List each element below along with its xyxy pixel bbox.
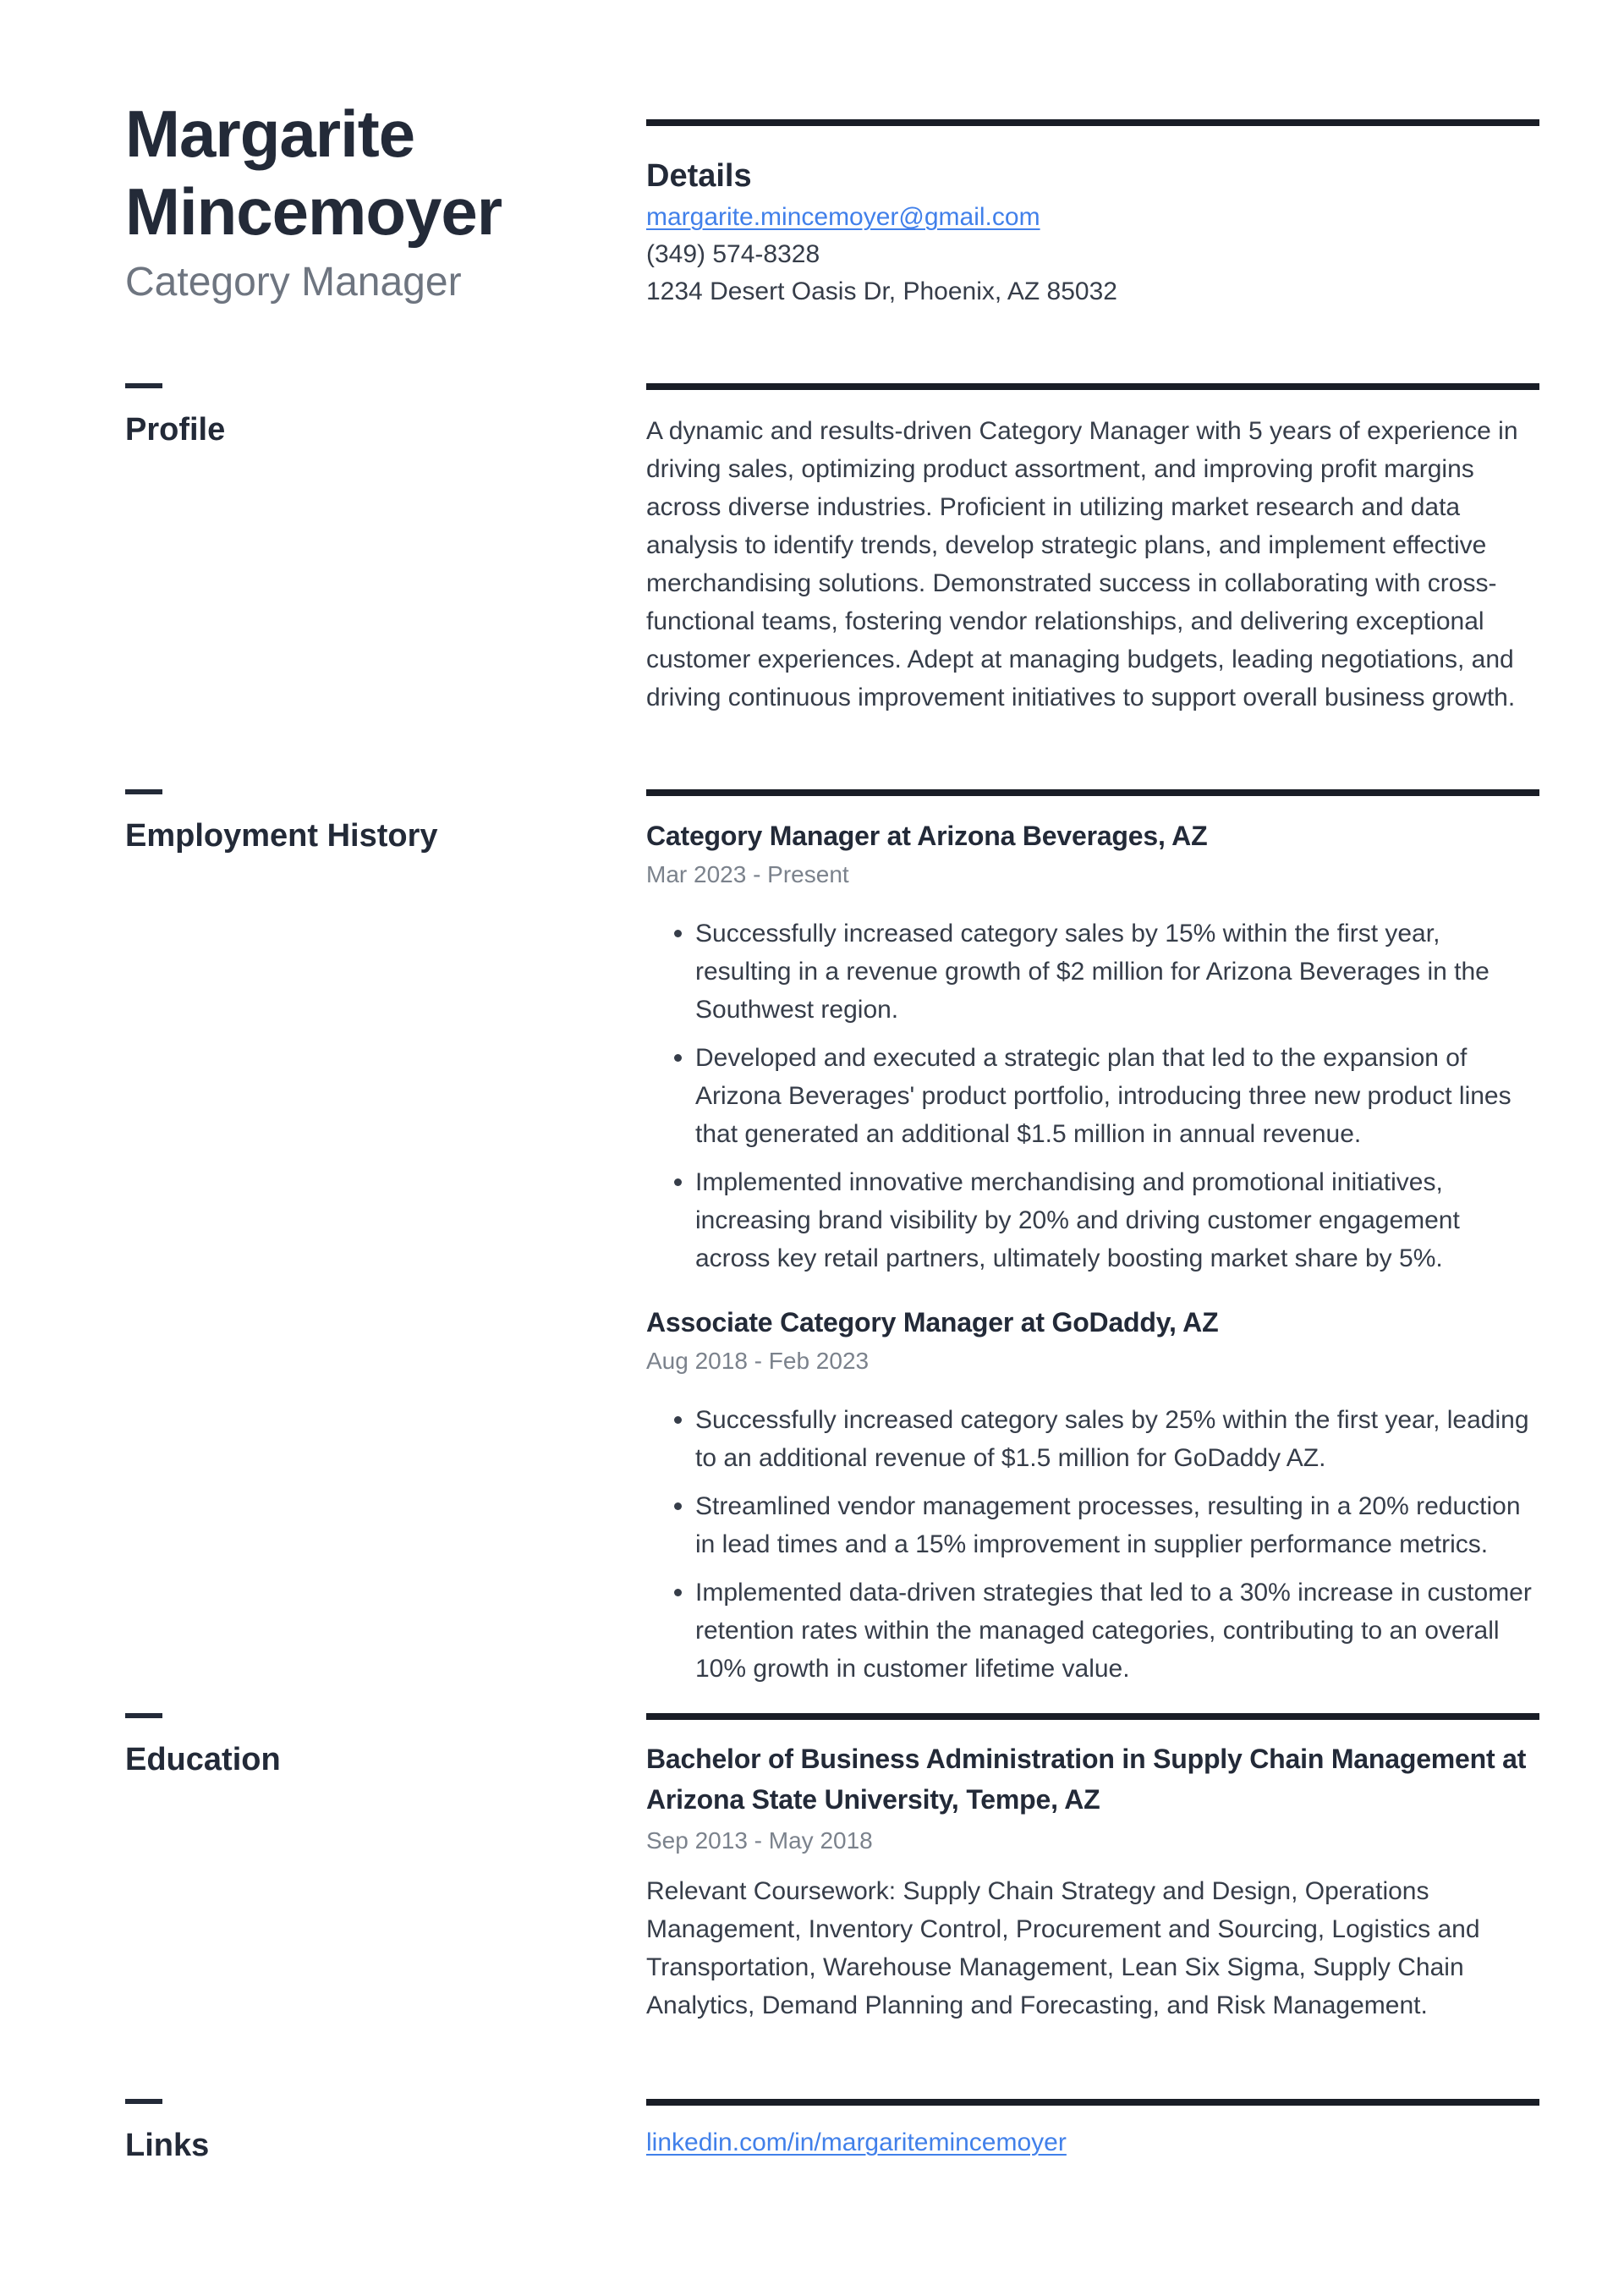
job-bullet: Successfully increased category sales by 25% within the first year, leading to an additional revenue of $1.5 million for GoDaddy AZ.: [695, 1401, 1539, 1477]
profile-summary: A dynamic and results-driven Category Manager with 5 years of experience in driving sales, optimizing product assortment, and improving profit margins across diverse industries. Proficient in utilizing market research and data analysis to identify trends, develop strategic plans, and implement effective merchandising solutions. Demonstrated success in collaborating with cross-functional teams, fostering vendor relationships, and delivering exceptional customer experiences. Adept at managing budgets, leading negotiations, and driving continuous improvement initiatives to support overall business growth.: [646, 417, 1518, 711]
email-row: [646, 199, 1539, 236]
job-bullet: Implemented innovative merchandising and promotional initiatives, increasing brand visibility by 20% and driving customer engagement across key retail partners, ultimately boosting market share by 5%.: [695, 1163, 1539, 1277]
job-bullet-list: [646, 915, 1539, 1277]
education-dates: Sep 2013 - May 2018: [646, 1827, 873, 1854]
header-section: [125, 95, 1539, 310]
person-name: Margarite Mincemoyer: [125, 96, 502, 249]
employment-heading: Employment History: [125, 818, 438, 854]
job-dates: Aug 2018 - Feb 2023: [646, 1348, 870, 1374]
education-rule: [646, 1713, 1539, 1720]
job-bullet: Streamlined vendor management processes, resulting in a 20% reduction in lead times and a 15% improvement in supplier performance metrics.: [695, 1487, 1539, 1563]
job-bullet-list: [646, 1401, 1539, 1688]
education-description: Relevant Coursework: Supply Chain Strategy and Design, Operations Management, Inventory Control, Procurement and Sourcing, Logistics and Transportation, Warehouse Management, Lean Six Sigma, Supply Chain Analytics, Demand Planning and Forecasting, and Risk Management.: [646, 1877, 1480, 2019]
job-title: Category Manager at Arizona Beverages, AZ: [646, 821, 1208, 851]
profile-section: [125, 383, 1539, 717]
education-dash: [125, 1713, 162, 1718]
name-block: [125, 95, 646, 306]
job-entry: [646, 816, 1539, 1277]
postal-address: 1234 Desert Oasis Dr, Phoenix, AZ 85032: [646, 277, 1117, 305]
profile-content: [646, 383, 1539, 717]
linkedin-link[interactable]: linkedin.com/in/margaritemincemoyer: [646, 2128, 1067, 2156]
employment-content: [646, 789, 1539, 1688]
links-heading: Links: [125, 2128, 210, 2163]
email-link[interactable]: margarite.mincemoyer@gmail.com: [646, 203, 1040, 231]
links-label-column: [125, 2099, 646, 2165]
job-title: Associate Category Manager at GoDaddy, AZ: [646, 1307, 1219, 1338]
profile-label-column: [125, 383, 646, 449]
job-dates: Mar 2023 - Present: [646, 861, 849, 887]
employment-section: [125, 789, 1539, 1688]
links-section: [125, 2099, 1539, 2165]
job-bullet: Developed and executed a strategic plan that led to the expansion of Arizona Beverages' product portfolio, introducing three new product lines that generated an additional $1.5 million in annual revenue.: [695, 1039, 1539, 1153]
employment-dash: [125, 789, 162, 794]
links-rule: [646, 2099, 1539, 2106]
education-content: [646, 1713, 1539, 2024]
links-dash: [125, 2099, 162, 2104]
employment-label-column: [125, 789, 646, 855]
profile-dash: [125, 383, 162, 388]
person-job-title: Category Manager: [125, 260, 462, 305]
job-entry: [646, 1303, 1539, 1688]
degree-title: Bachelor of Business Administration in Supply Chain Management at Arizona State University, Tempe, AZ: [646, 1744, 1527, 1815]
details-block: [646, 119, 1539, 310]
employment-rule: [646, 789, 1539, 796]
education-section: [125, 1713, 1539, 2024]
profile-heading: Profile: [125, 412, 226, 448]
profile-rule: [646, 383, 1539, 390]
contact-list: [646, 199, 1539, 310]
education-heading: Education: [125, 1742, 281, 1777]
details-rule: [646, 119, 1539, 126]
phone-number: (349) 574-8328: [646, 240, 820, 268]
job-bullet: Implemented data-driven strategies that led to a 30% increase in customer retention rates within the managed categories, contributing to an overall 10% growth in customer lifetime value.: [695, 1574, 1539, 1688]
linkedin-row: [646, 2124, 1539, 2161]
job-bullet: Successfully increased category sales by 15% within the first year, resulting in a revenue growth of $2 million for Arizona Beverages in the Southwest region.: [695, 915, 1539, 1029]
links-content: [646, 2099, 1539, 2161]
education-label-column: [125, 1713, 646, 1779]
details-heading: Details: [646, 158, 752, 194]
